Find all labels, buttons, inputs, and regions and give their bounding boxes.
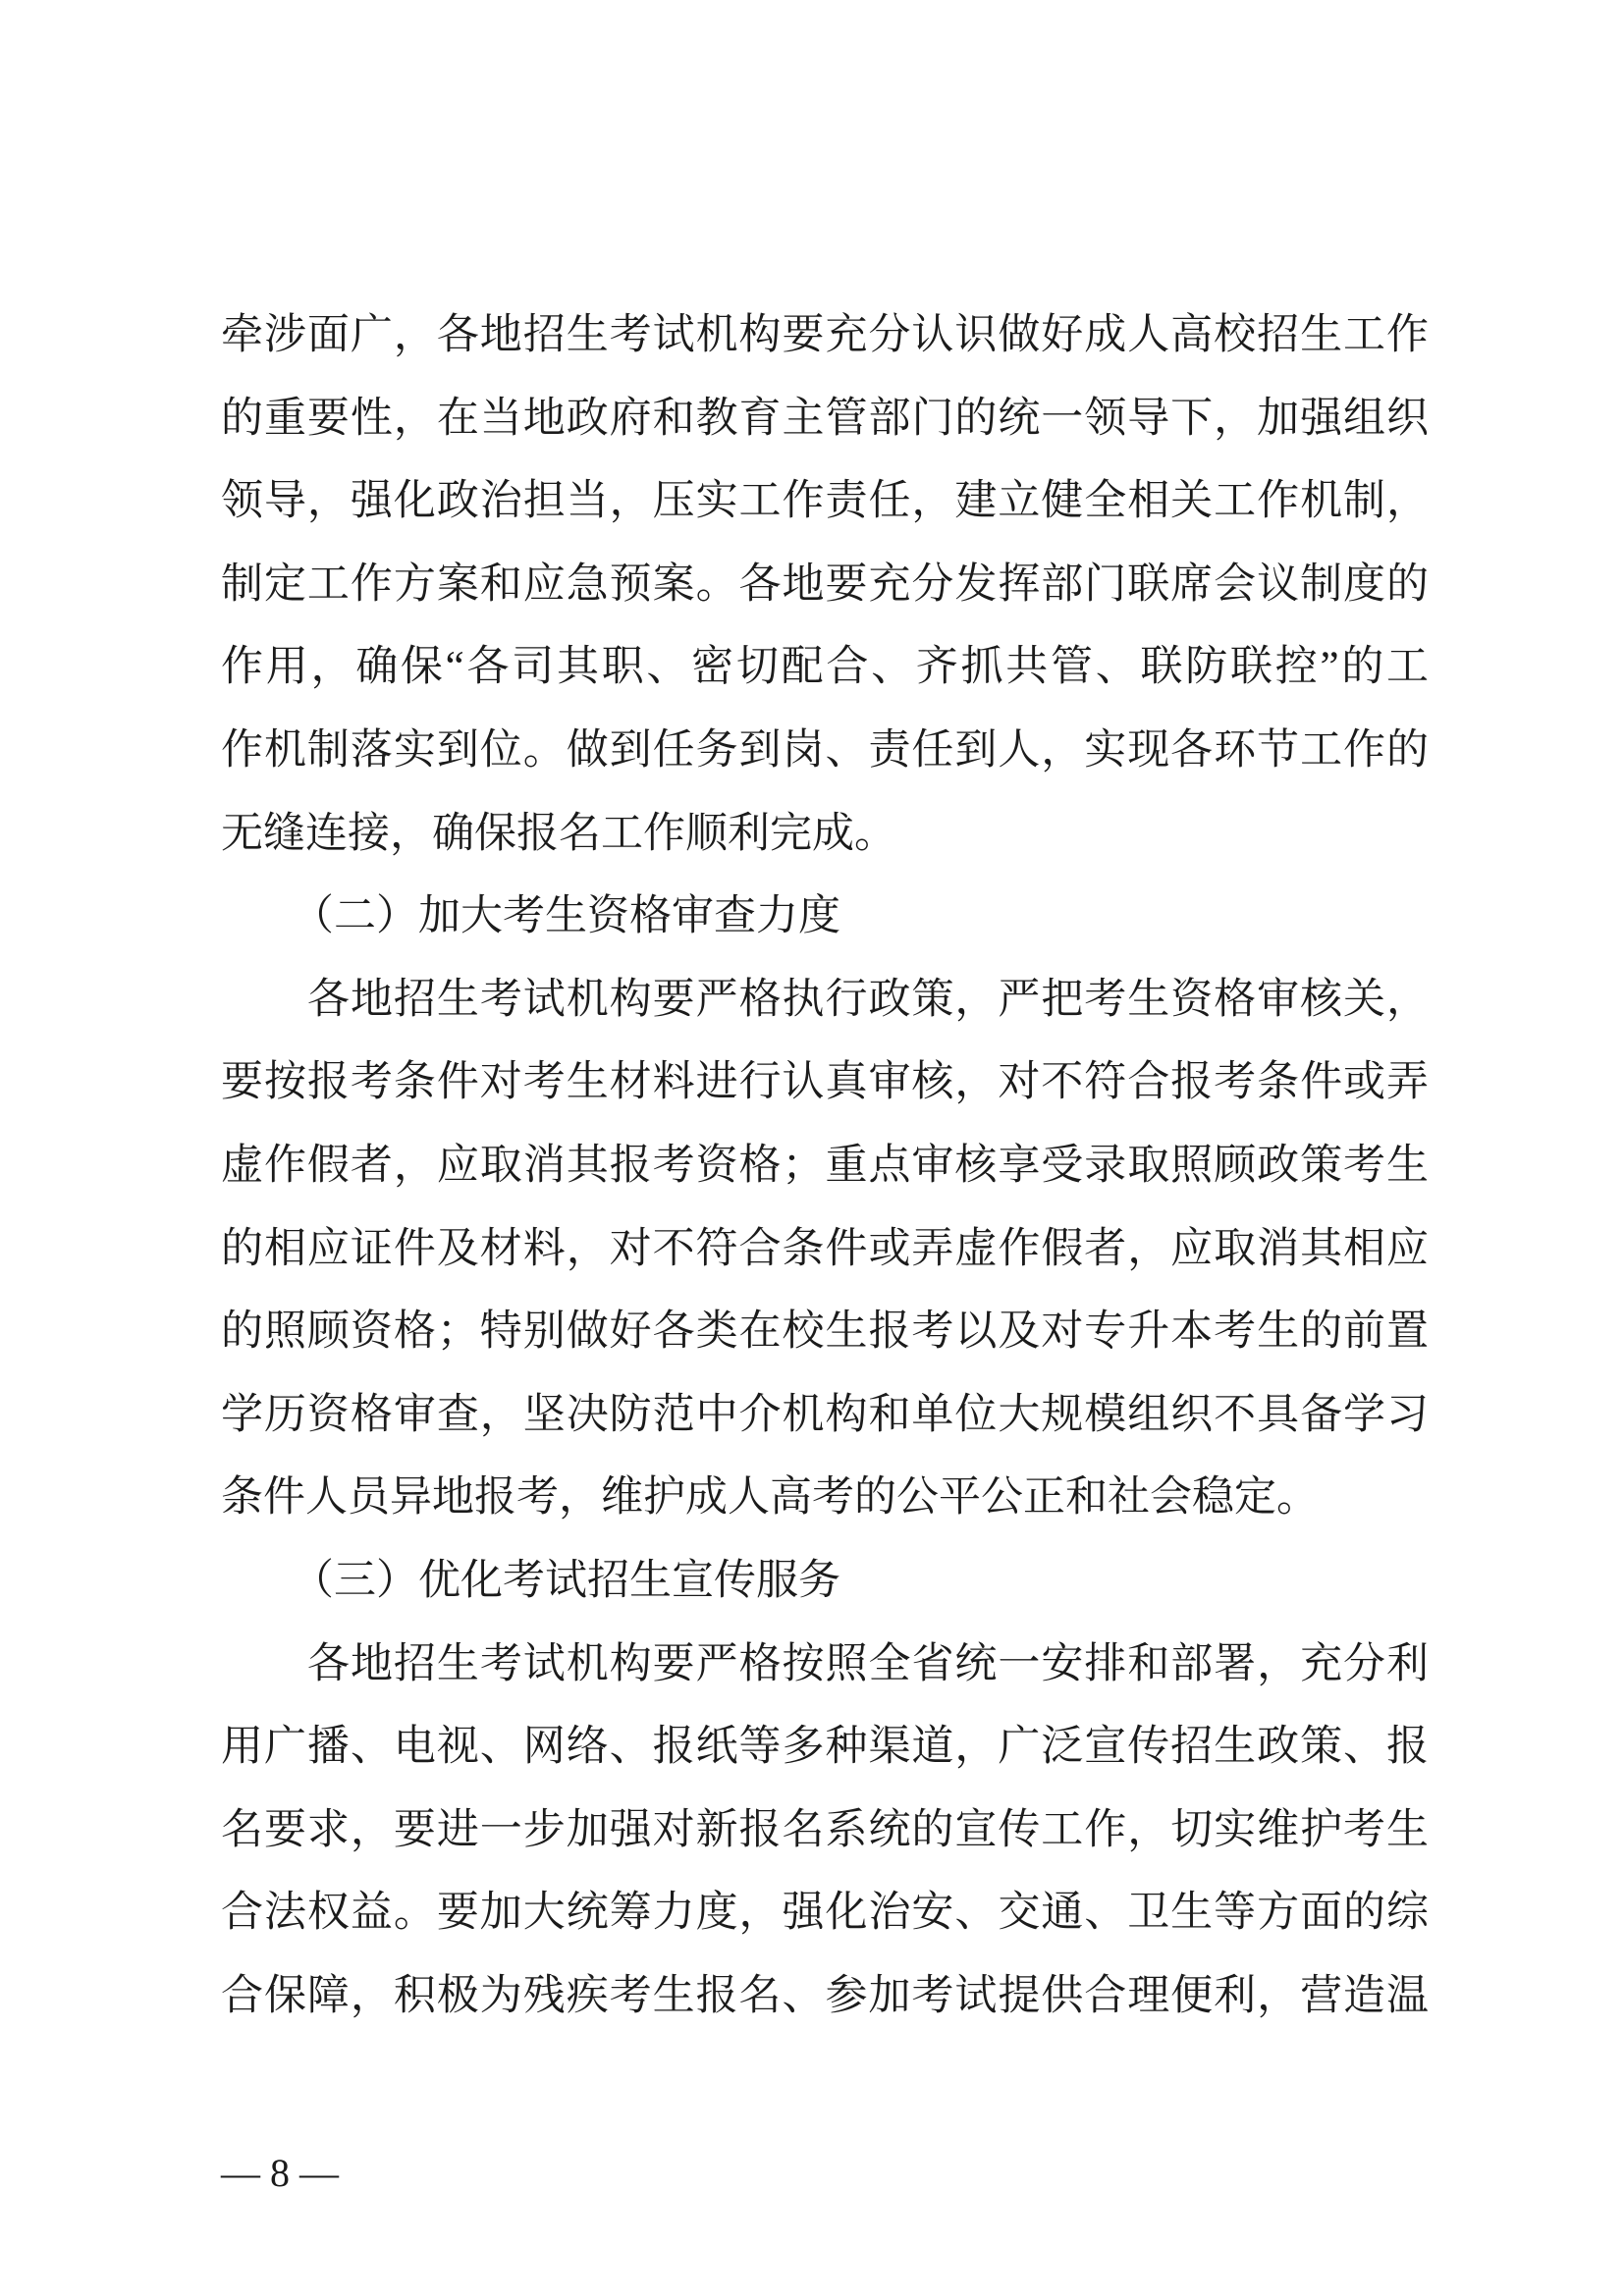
text-line: 作用，确保“各司其职、密切配合、齐抓共管、联防联控”的工 — [221, 644, 1429, 691]
paragraph — [221, 1624, 1429, 2039]
text-line: 条件人员异地报考，维护成人高考的公平公正和社会稳定。 — [221, 1474, 1319, 1522]
text-line: 作机制落实到位。做到任务到岗、责任到人，实现各环节工作的 — [221, 726, 1429, 774]
text-line: 无缝连接，确保报名工作顺利完成。 — [221, 810, 896, 857]
text-line: 虚作假者，应取消其报考资格；重点审核享受录取照顾政策考生 — [221, 1142, 1429, 1189]
text-line: 要按报考条件对考生材料进行认真审核，对不符合报考条件或弄 — [221, 1059, 1429, 1106]
text-line: 合保障，积极为残疾考生报名、参加考试提供合理便利，营造温 — [221, 1972, 1429, 2019]
text-line: 的照顾资格；特别做好各类在校生报考以及对专升本考生的前置 — [221, 1308, 1429, 1356]
text-line: 名要求，要进一步加强对新报名系统的宣传工作，切实维护考生 — [221, 1806, 1429, 1853]
text-line: 用广播、电视、网络、报纸等多种渠道，广泛宣传招生政策、报 — [221, 1724, 1429, 1771]
text-line: 的重要性，在当地政府和教育主管部门的统一领导下，加强组织 — [221, 395, 1429, 442]
page-number: — 8 — — [221, 2151, 339, 2195]
paragraph — [221, 294, 1429, 876]
section-heading: （三）优化考试招生宣传服务 — [292, 1557, 840, 1604]
text-line: 学历资格审查，坚决防范中介机构和单位大规模组织不具备学习 — [221, 1391, 1429, 1438]
text-line: 制定工作方案和应急预案。各地要充分发挥部门联席会议制度的 — [221, 561, 1429, 608]
text-line: 牵涉面广，各地招生考试机构要充分认识做好成人高校招生工作 — [221, 312, 1429, 358]
text-line: 的相应证件及材料，对不符合条件或弄虚作假者，应取消其相应 — [221, 1225, 1429, 1272]
document-body — [221, 294, 1429, 2038]
section-heading: （二）加大考生资格审查力度 — [292, 893, 840, 940]
text-line: 各地招生考试机构要严格执行政策，严把考生资格审核关， — [307, 976, 1429, 1023]
text-line: 领导，强化政治担当，压实工作责任，建立健全相关工作机制， — [221, 478, 1429, 525]
text-line: 各地招生考试机构要严格按照全省统一安排和部署，充分利 — [307, 1640, 1429, 1687]
text-line: 合法权益。要加大统筹力度，强化治安、交通、卫生等方面的综 — [221, 1890, 1429, 1937]
paragraph — [221, 959, 1429, 1540]
